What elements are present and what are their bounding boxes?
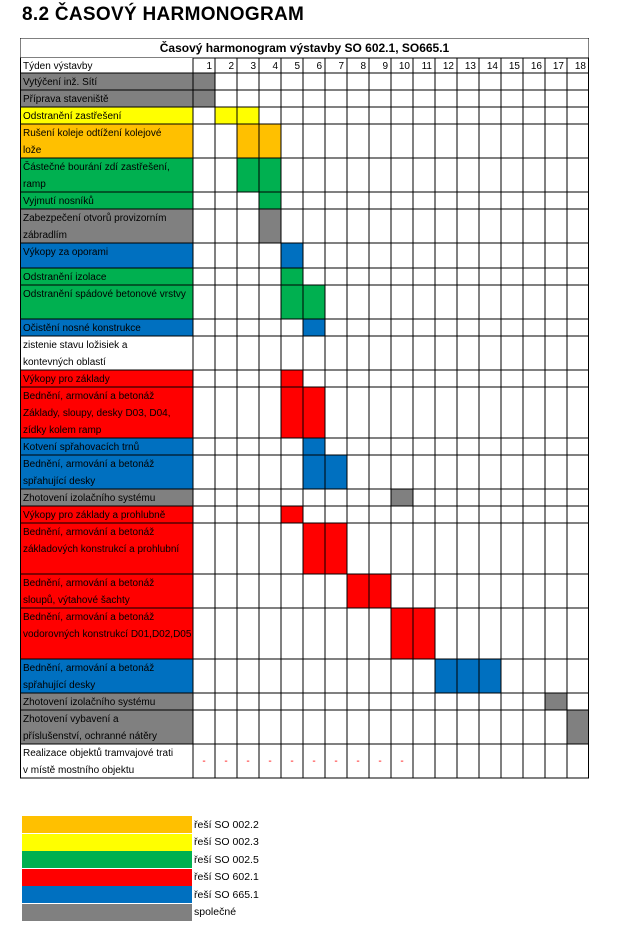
gantt-bar-cell — [281, 370, 303, 387]
gantt-bar-cell — [457, 659, 479, 693]
task-label — [23, 195, 94, 207]
task-label-line: kontevných oblastí — [23, 357, 106, 368]
task-label-line: Základy, sloupy, desky D03, D04, — [23, 408, 171, 419]
task-label-line: Zabezpečení otvorů provizorním — [23, 213, 167, 224]
task-label-line: Výkopy pro základy a prohlubně — [23, 510, 166, 521]
gantt-bar-cell — [391, 489, 413, 506]
legend-item — [22, 869, 259, 887]
gantt-bar-cell — [237, 107, 259, 124]
gantt-bar-cell — [303, 523, 325, 574]
legend-swatch — [22, 869, 192, 886]
task-label-line: lože — [23, 145, 42, 156]
task-label-line: základových konstrukcí a prohlubní — [23, 544, 180, 555]
task-label — [23, 247, 108, 258]
task-label-line: Vytýčení inž. Sítí — [23, 77, 98, 88]
gantt-bar-cell — [303, 319, 325, 336]
task-label-line: zistenie stavu ložisiek a — [23, 340, 128, 351]
gantt-bar-cell — [259, 209, 281, 243]
task-label — [23, 94, 109, 105]
gantt-bar-cell — [479, 659, 501, 693]
week-number: 13 — [464, 61, 476, 72]
task-label-line: Odstranění zastřešení — [23, 111, 122, 122]
task-label — [23, 493, 155, 504]
week-number: 4 — [272, 61, 278, 72]
week-number: 17 — [552, 61, 564, 72]
task-label-line: Zhotovení izolačního systému — [23, 697, 156, 708]
gantt-bar-cell — [545, 693, 567, 710]
gantt-bar-cell — [215, 107, 237, 124]
task-label-line: Bednění, armování a betonáž — [23, 459, 155, 470]
task-label-line: spřahující desky — [23, 476, 96, 487]
task-label-line: zábradlím — [23, 230, 67, 241]
legend-swatch — [22, 851, 192, 868]
task-label-line: Zhotovení vybavení a — [23, 714, 119, 725]
task-label — [23, 374, 110, 385]
week-header: Týden výstavby — [23, 61, 93, 72]
gantt-bar-cell — [347, 574, 369, 608]
gantt-bar-cell — [237, 124, 259, 158]
dash-mark: - — [356, 756, 360, 767]
gantt-bar-cell — [391, 608, 413, 659]
gantt-bar-cell — [237, 158, 259, 192]
schedule-table — [20, 38, 589, 798]
gantt-bar-cell — [303, 455, 325, 489]
legend-item — [22, 816, 259, 834]
legend-label: řeší SO 002.2 — [194, 818, 259, 831]
legend-label: řeší SO 002.5 — [194, 853, 259, 866]
task-label-line: Příprava staveniště — [23, 94, 109, 105]
task-label-line: Očistění nosné konstrukce — [23, 323, 141, 334]
task-label-line: Odstranění spádové betonové vrstvy — [23, 289, 186, 300]
task-label — [23, 272, 107, 283]
dash-mark: - — [312, 756, 316, 767]
gantt-bar-cell — [413, 608, 435, 659]
dash-mark: - — [202, 756, 206, 767]
gantt-bar-cell — [303, 387, 325, 438]
legend-item — [22, 904, 259, 922]
task-label-line: Bednění, armování a betonáž — [23, 391, 155, 402]
gantt-bar-cell — [281, 268, 303, 285]
task-label-line: v místě mostního objektu — [23, 765, 135, 776]
dash-mark: - — [378, 756, 382, 767]
week-number: 14 — [486, 61, 498, 72]
week-number: 1 — [206, 61, 212, 72]
task-label-line: Kotvení spřahovacích trnů — [23, 442, 140, 453]
week-number: 9 — [382, 61, 388, 72]
week-number: 7 — [338, 61, 344, 72]
legend-swatch — [22, 904, 192, 921]
gantt-bar-cell — [281, 387, 303, 438]
week-number: 12 — [442, 61, 454, 72]
legend-item — [22, 886, 259, 904]
task-label-line: Bednění, armování a betonáž — [23, 663, 155, 674]
week-number: 6 — [316, 61, 322, 72]
dash-mark: - — [334, 756, 338, 767]
gantt-bar-cell — [193, 90, 215, 107]
task-label-line: Bednění, armování a betonáž — [23, 578, 155, 589]
gantt-bar-cell — [369, 574, 391, 608]
gantt-bar-cell — [303, 285, 325, 319]
table-title: Časový harmonogram výstavby SO 602.1, SO665.1 — [159, 41, 450, 55]
legend-swatch — [22, 816, 192, 833]
task-label-line: Výkopy za oporami — [23, 247, 109, 258]
gantt-bar-cell — [325, 523, 347, 574]
task-label-line: spřahující desky — [23, 680, 96, 691]
dash-mark: - — [400, 756, 404, 767]
legend-swatch — [22, 834, 192, 851]
gantt-bar-cell — [435, 659, 457, 693]
week-number: 5 — [294, 61, 300, 72]
gantt-bar-cell — [259, 192, 281, 209]
week-number: 16 — [530, 61, 542, 72]
legend-item — [22, 851, 259, 869]
legend-label: řeší SO 665.1 — [194, 888, 259, 901]
week-number: 11 — [421, 61, 432, 72]
gantt-bar-cell — [567, 710, 589, 744]
gantt-bar-cell — [259, 158, 281, 192]
gantt-bar-cell — [281, 243, 303, 268]
dash-mark: - — [268, 756, 272, 767]
task-label — [23, 323, 141, 334]
task-label-line: příslušenství, ochranné nátěry — [23, 731, 157, 742]
task-label-line: Bednění, armování a betonáž — [23, 612, 155, 623]
task-label-line: Rušení koleje odtížení kolejové — [23, 128, 162, 139]
gantt-bar-cell — [303, 438, 325, 455]
task-label-line: ramp — [23, 179, 46, 190]
task-label-line: Realizace objektů tramvajové trati — [23, 748, 174, 759]
week-number: 15 — [508, 61, 520, 72]
gantt-bar-cell — [259, 124, 281, 158]
week-number: 3 — [250, 61, 256, 72]
gantt-bar-cell — [281, 506, 303, 523]
legend-item — [22, 834, 259, 852]
gantt-bar-cell — [281, 285, 303, 319]
week-number: 2 — [228, 61, 234, 72]
task-label — [23, 697, 155, 708]
legend-swatch — [22, 886, 192, 903]
week-number: 8 — [360, 61, 366, 72]
gantt-grid — [20, 38, 589, 798]
dash-mark: - — [224, 756, 228, 767]
task-label — [23, 77, 97, 88]
task-label-line: Částečné bourání zdí zastřešení, — [23, 162, 170, 173]
task-label-line: sloupů, výtahové šachty — [23, 595, 130, 606]
task-label — [23, 441, 139, 453]
legend-label: společné — [194, 906, 237, 919]
dash-mark: - — [290, 756, 294, 767]
legend-label: řeší SO 602.1 — [194, 871, 259, 884]
legend-label: řeší SO 002.3 — [194, 836, 259, 849]
dash-mark: - — [246, 756, 250, 767]
week-number: 10 — [398, 61, 410, 72]
task-label-line: zídky kolem ramp — [23, 425, 102, 436]
task-label-line: Zhotovení izolačního systému — [23, 493, 156, 504]
task-label-line: Bednění, armování a betonáž — [23, 527, 155, 538]
task-label-line: Výkopy pro základy — [23, 374, 110, 385]
page-title: 8.2 ČASOVÝ HARMONOGRAM — [22, 4, 305, 25]
task-label-line: vodorovných konstrukcí D01,D02,D05 — [23, 629, 192, 640]
task-label — [23, 510, 166, 521]
task-label — [23, 111, 122, 122]
week-number: 18 — [574, 61, 586, 72]
gantt-bar-cell — [325, 455, 347, 489]
legend — [22, 816, 259, 921]
gantt-bar-cell — [193, 73, 215, 90]
task-label — [23, 289, 186, 300]
task-label-line: Vyjmutí nosníků — [23, 196, 94, 207]
task-label-line: Odstranění izolace — [23, 272, 107, 283]
